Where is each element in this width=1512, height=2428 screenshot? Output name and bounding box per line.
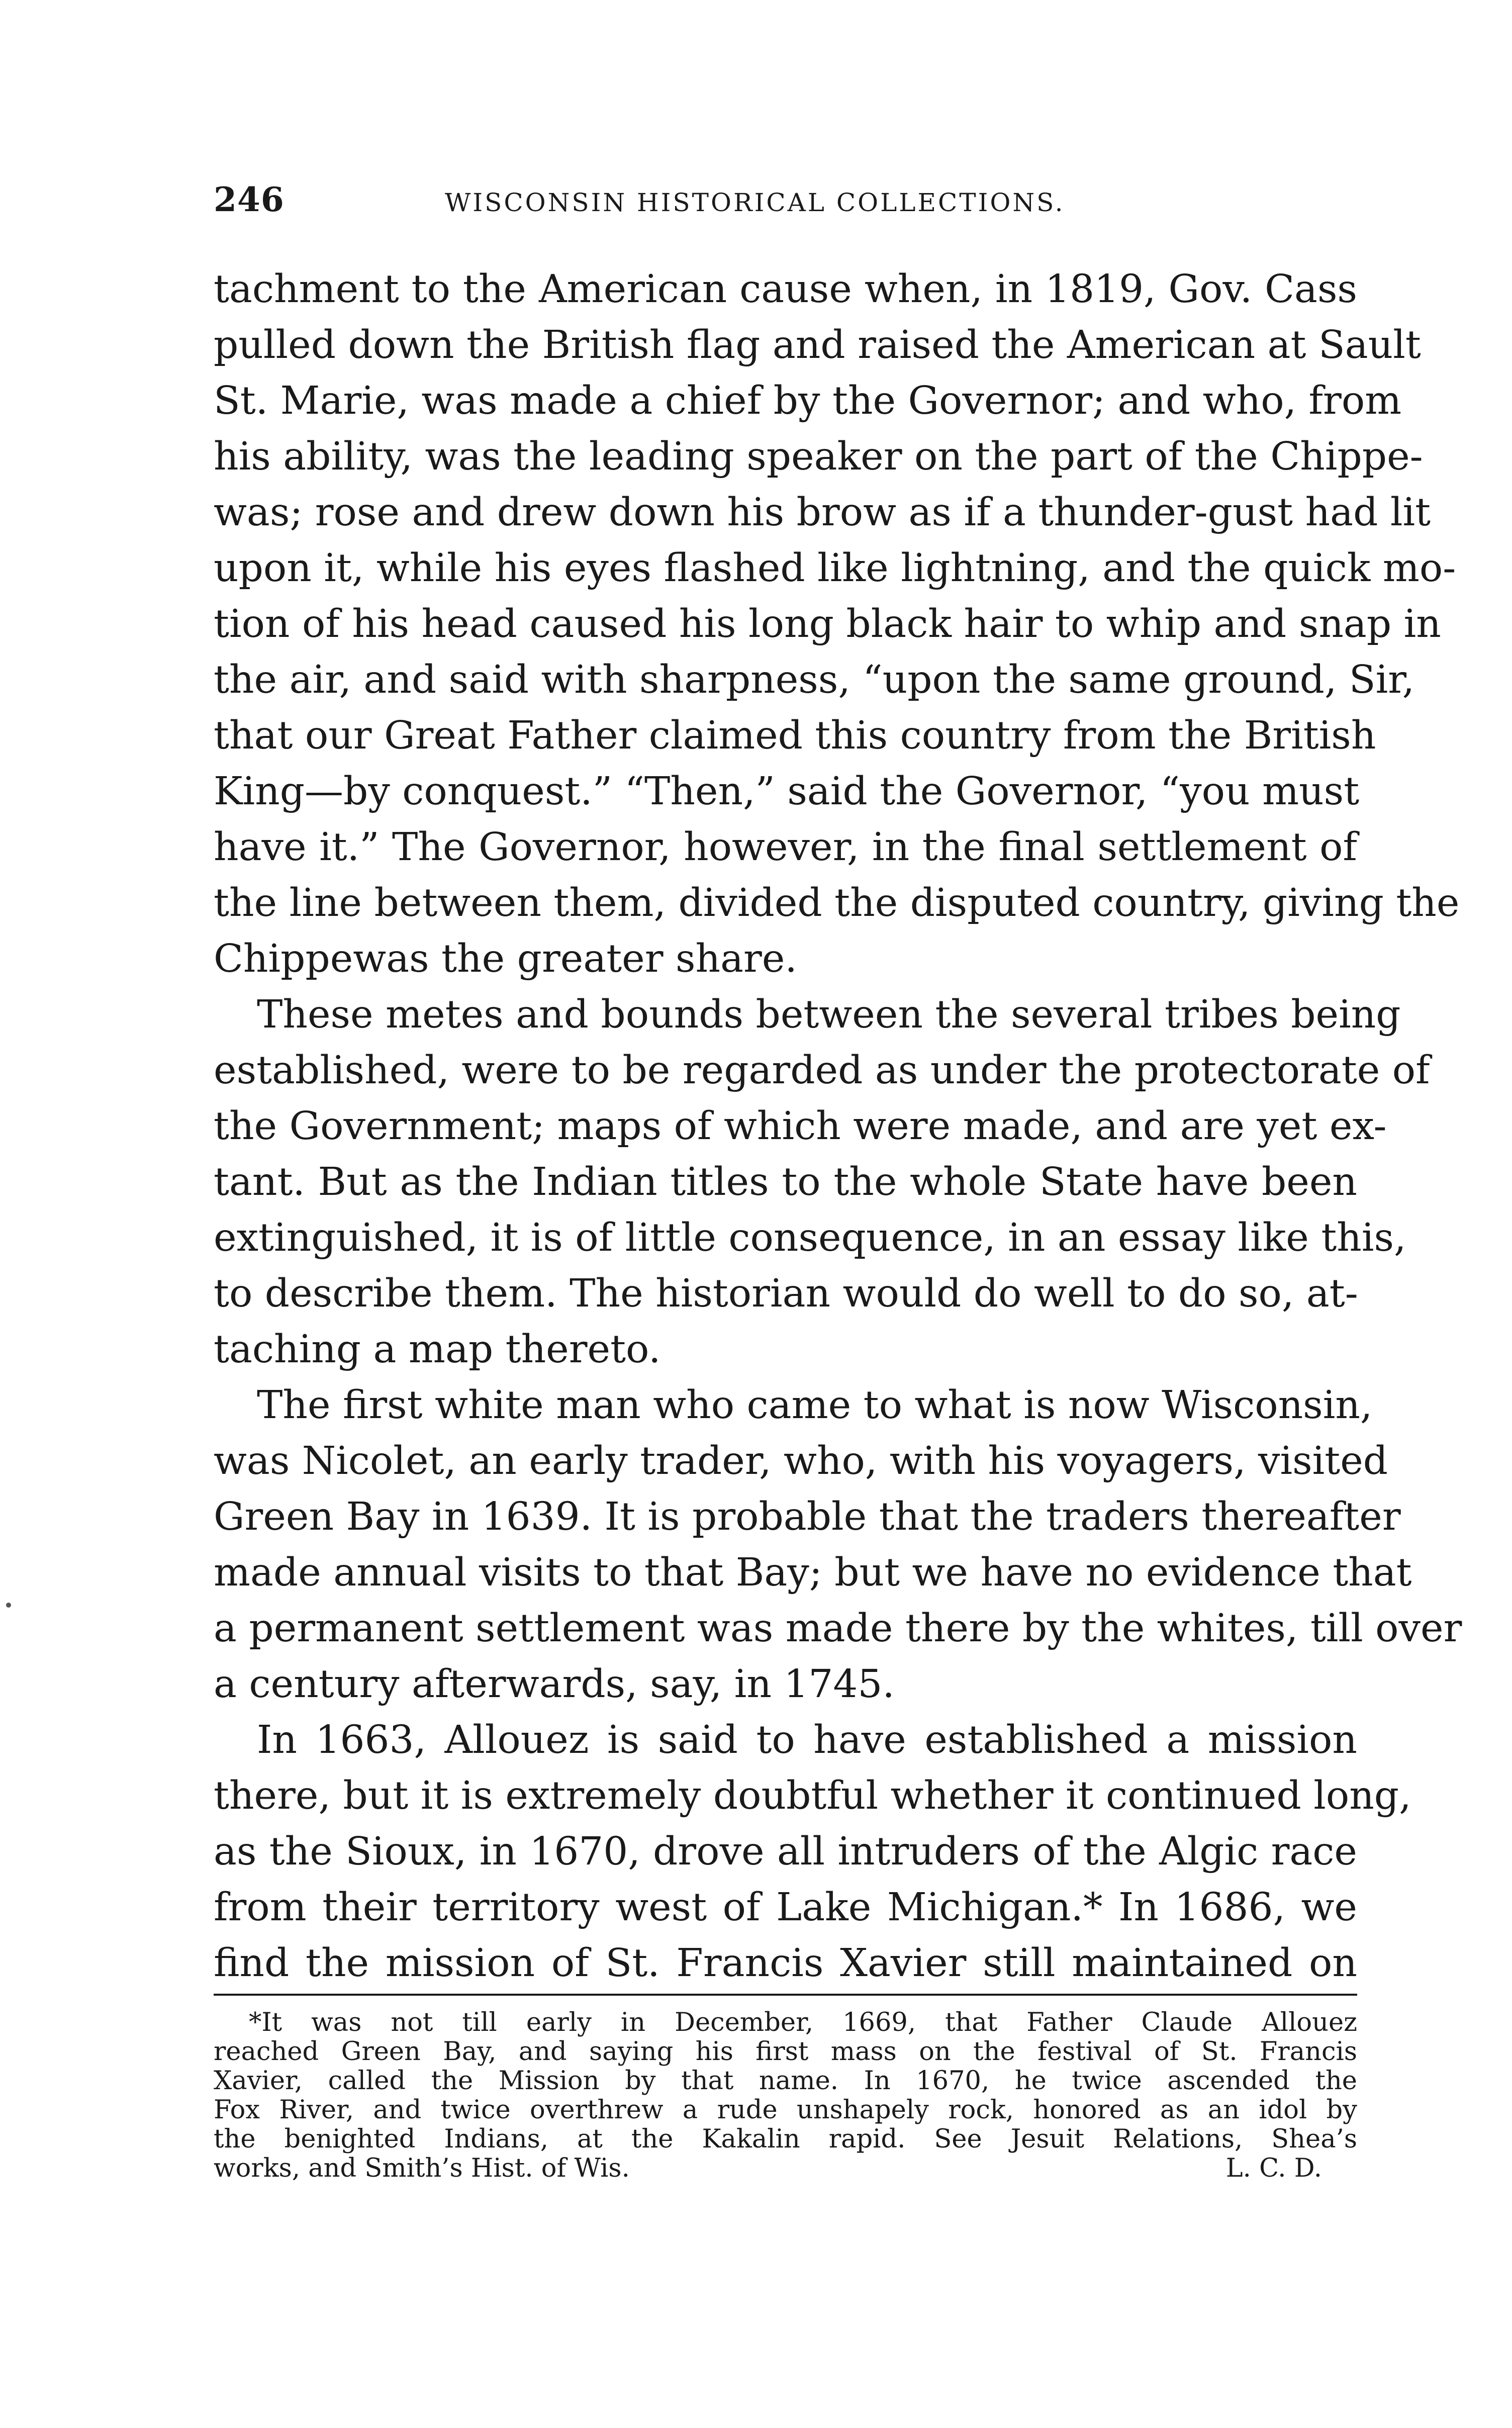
body-line: tion of his head caused his long black hair to whip and snap in (214, 602, 1441, 646)
body-line: the air, and said with sharpness, “upon the same ground, Sir, (214, 658, 1415, 702)
footnote-line: the benighted Indians, at the Kakalin rapid. See Jesuit Relations, Shea’s (214, 2124, 1357, 2154)
body-line: from their territory west of Lake Michigan.* In 1686, we (214, 1885, 1357, 1930)
body-line: find the mission of St. Francis Xavier still maintained on (214, 1941, 1357, 1986)
running-head (214, 177, 1357, 222)
body-line: tant. But as the Indian titles to the whole State have been (214, 1160, 1357, 1204)
body-line: have it.” The Governor, however, in the final settlement of (214, 825, 1357, 870)
footnote-line-last (214, 2154, 1357, 2183)
body-line: the Government; maps of which were made, and are yet ex- (214, 1104, 1387, 1149)
body-line: a permanent settlement was made there by the whites, till over (214, 1606, 1462, 1651)
footnote-line: reached Green Bay, and saying his first mass on the festival of St. Francis (214, 2037, 1357, 2067)
body-text (214, 261, 1462, 1991)
body-line: upon it, while his eyes flashed like lightning, and the quick mo- (214, 546, 1456, 591)
body-line: pulled down the British flag and raised the American at Sault (214, 323, 1421, 367)
body-line: there, but it is extremely doubtful whether it continued long, (214, 1773, 1411, 1818)
body-line: Chippewas the greater share. (214, 937, 797, 981)
body-line: as the Sioux, in 1670, drove all intruders of the Algic race (214, 1829, 1357, 1874)
footnote (214, 2008, 1357, 2183)
body-line: The first white man who came to what is now Wisconsin, (257, 1383, 1373, 1428)
body-line: St. Marie, was made a chief by the Governor; and who, from (214, 379, 1402, 423)
body-line: established, were to be regarded as under the protectorate of (214, 1048, 1430, 1093)
footnote-line: Fox River, and twice overthrew a rude unshapely rock, honored as an idol by (214, 2095, 1357, 2125)
body-line: In 1663, Allouez is said to have established a mission (257, 1718, 1357, 1762)
footnote-signature: L. C. D. (1225, 2154, 1322, 2183)
body-line: Green Bay in 1639. It is probable that the traders thereafter (214, 1495, 1401, 1539)
footnote-line: Xavier, called the Mission by that name. In 1670, he twice ascended the (214, 2066, 1357, 2096)
margin-mark (6, 1603, 11, 1608)
footnote-rule (214, 1994, 1357, 1996)
body-line: was; rose and drew down his brow as if a thunder-gust had lit (214, 490, 1431, 535)
footnote-line: *It was not till early in December, 1669, that Father Claude Allouez (249, 2008, 1357, 2037)
body-line: a century afterwards, say, in 1745. (214, 1662, 895, 1707)
page-number: 246 (214, 180, 285, 219)
body-line: made annual visits to that Bay; but we have no evidence that (214, 1550, 1412, 1595)
body-line: King—by conquest.” “Then,” said the Governor, “you must (214, 769, 1360, 814)
body-line: his ability, was the leading speaker on the part of the Chippe- (214, 434, 1423, 479)
footnote-line: works, and Smith’s Hist. of Wis. (214, 2154, 630, 2183)
running-title: WISCONSIN HISTORICAL COLLECTIONS. (445, 188, 1065, 217)
body-line: extinguished, it is of little consequence, in an essay like this, (214, 1216, 1406, 1260)
body-line: to describe them. The historian would do well to do so, at- (214, 1271, 1358, 1316)
body-line: taching a map thereto. (214, 1327, 661, 1372)
body-line: the line between them, divided the disputed country, giving the (214, 881, 1460, 925)
body-line: was Nicolet, an early trader, who, with his voyagers, visited (214, 1439, 1388, 1483)
body-line: These metes and bounds between the several tribes being (257, 992, 1401, 1037)
body-line: that our Great Father claimed this country from the British (214, 713, 1376, 758)
body-line: tachment to the American cause when, in 1819, Gov. Cass (214, 267, 1357, 312)
